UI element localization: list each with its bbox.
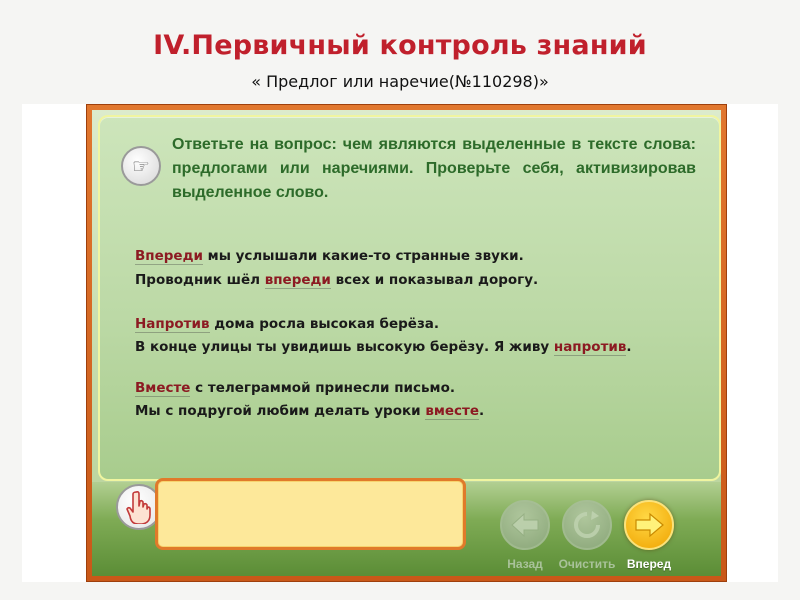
sentence-text: . bbox=[626, 339, 632, 355]
task-question: Ответьте на вопрос: чем являются выделенные в тексте слова: предлогами или наречиями. Проверьте себя, активизировав выделенное слово. bbox=[172, 136, 696, 201]
reset-label: Очистить bbox=[558, 557, 616, 571]
slide-title: IV.Первичный контроль знаний bbox=[153, 30, 647, 61]
sentence-1 bbox=[135, 245, 715, 267]
sentence-3 bbox=[135, 313, 715, 335]
highlighted-word[interactable]: впереди bbox=[264, 272, 331, 288]
hand-glyph-icon bbox=[126, 490, 152, 524]
arrow-left-icon bbox=[510, 512, 540, 538]
highlighted-word[interactable]: вместе bbox=[425, 403, 480, 419]
sentence-text: Мы с подругой любим делать уроки bbox=[135, 403, 426, 419]
slide-subtitle: « Предлог или наречие(№110298)» bbox=[251, 72, 549, 91]
sentence-text: мы услышали какие-то странные звуки. bbox=[202, 248, 524, 264]
sentence-text: всех и показывал дорогу. bbox=[330, 272, 539, 288]
arrow-right-icon bbox=[633, 512, 665, 538]
sentence-text: Проводник шёл bbox=[135, 272, 265, 288]
sentence-text: дома росла высокая берёза. bbox=[209, 316, 440, 332]
back-button[interactable] bbox=[500, 500, 550, 550]
forward-label: Вперед bbox=[626, 557, 672, 571]
highlighted-word[interactable]: Впереди bbox=[135, 248, 203, 264]
refresh-icon bbox=[572, 510, 602, 540]
sentence-6 bbox=[135, 400, 715, 422]
highlighted-word[interactable]: Вместе bbox=[135, 380, 191, 396]
sentence-text: . bbox=[479, 403, 485, 419]
sentence-4 bbox=[135, 336, 715, 358]
sentence-5 bbox=[135, 377, 715, 399]
pointing-hand-icon: ☞ bbox=[121, 146, 161, 186]
highlighted-word[interactable]: Напротив bbox=[135, 316, 210, 332]
highlighted-word[interactable]: напротив bbox=[553, 339, 627, 355]
reset-button[interactable] bbox=[562, 500, 612, 550]
back-label: Назад bbox=[507, 557, 543, 571]
answer-input-field[interactable] bbox=[155, 478, 466, 550]
sentence-2 bbox=[135, 269, 715, 291]
forward-button[interactable] bbox=[624, 500, 674, 550]
sentence-text: В конце улицы ты увидишь высокую берёзу. Я живу bbox=[135, 339, 554, 355]
sentence-text: с телеграммой принесли письмо. bbox=[190, 380, 455, 396]
